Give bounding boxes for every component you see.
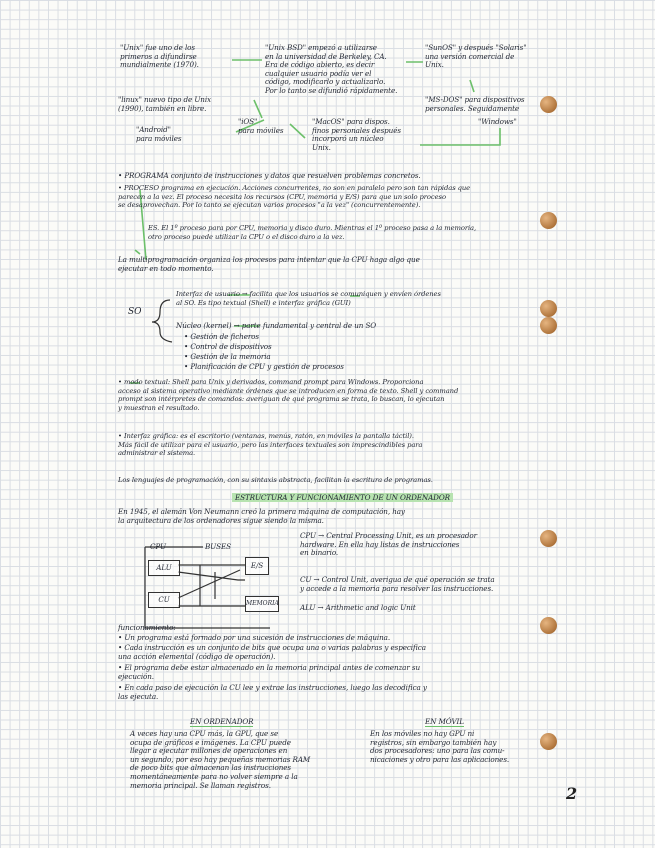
note-msdos: "MS-DOS" para dispositivos personales. Seguidamente [425,95,525,113]
so-item: • Control de dispositivos [184,342,272,351]
note-linux: "linux" nuevo tipo de Unix (1990), también en libre. [118,95,211,113]
def-multiprogramacion: La multiprogramación organiza los procesos para intentar que la CPU haga algo que ejecutar en todo momento. [118,255,420,273]
def-cu: CU → Control Unit, averigua de qué operación se trata y accede a la memoria para resolver las instrucciones. [300,575,495,593]
so-nucleo: Núcleo (kernel) → parte fundamental y central de un SO [176,321,377,330]
diagram-buses-label: BUSES [205,542,231,551]
diagram-alu-box: ALU [148,560,180,576]
mode-textual: • modo textual: Shell para Unix y derivados, command prompt para Windows. Proporciona acceso al sistema operativo mediante órdenes que se introducen en forma de texto. Shell y command prompt son intérpretes de comandos: averiguan de qué programa se trata, lo buscan, lo ejecutan y muestran el resultado. [118,378,459,412]
funcionamiento-item: • El programa debe estar almacenado en la memoria principal antes de comenzar su ejecución. [118,663,420,681]
estructura-intro: En 1945, el alemán Von Neumann creó la primera máquina de computación, hay la arquitectura de los ordenadores sigue siendo la misma. [118,507,405,525]
note-sunos: "SunOS" y después "Solaris" una versión comercial de Unix. [425,43,527,70]
diagram-es-box: E/S [245,557,269,575]
note-unix: "Unix" fue uno de los primeros a difundirse mundialmente (1970). [120,43,199,70]
def-ejemplo: ES. El 1º proceso para por CPU, memoria y disco duro. Mientras el 1º proceso pasa a la memoria, otro proceso puede utilizar la CPU o el disco duro a la vez. [148,224,477,241]
page-number: 2 [566,784,578,803]
note-ios: "iOS" para móviles [238,117,284,135]
note-windows: "Windows" [478,117,517,126]
so-item: • Gestión de ficheros [184,332,259,341]
so-item: • Gestión de la memoria [184,352,271,361]
mode-grafica: • Interfaz gráfica: es el escritorio (ventanas, menús, ratón, en móviles la pantalla táctil). Más fácil de utilizar para el usuario, pero las interfaces textuales son imprescindibles para administrar el sistema. [118,432,423,458]
so-interfaz: Interfaz de usuario → facilita que los usuarios se comuniquen y envíen órdenes al SO. Es tipo textual (Shell) e interfaz gráfica (GUI) [176,290,441,307]
so-item: • Planificación de CPU y gestión de procesos [184,362,344,371]
def-programa: • PROGRAMA conjunto de instrucciones y datos que resuelven problemas concretos. [118,171,421,180]
def-proceso: • PROCESO programa en ejecución. Acciones concurrentes, no son en paralelo pero son tan rápidas que parecen a la vez. El proceso necesita los recursos (CPU, memoria y E/S) para que un solo proceso se desaprovechan. Por lo tanto se ejecutan varios procesos "a la vez" (concurrentemente). [118,184,471,210]
diagram-cu-box: CU [148,592,180,608]
funcionamiento-title: funcionamiento: [118,623,176,632]
note-macos: "MacOS" para dispos. finos personales después incorporó un núcleo Unix. [312,117,401,152]
section-heading: ESTRUCTURA Y FUNCIONAMIENTO DE UN ORDENADOR [232,494,453,503]
note-bsd: "Unix BSD" empezó a utilizarse en la universidad de Berkeley, CA. Era de código abierto, es decir cualquier usuario podía ver el código, modificarlo y actualizarlo. Por lo tanto se difundió rápidamente. [265,43,398,95]
text-ordenador: A veces hay una CPU más, la GPU, que se ocupa de gráficos e imágenes. La CPU puede llegar a ejecutar millones de operaciones en un segundo, por eso hay pequeñas memorias RAM de poco bits que almacenan las instrucciones momentáneamente para no volver siempre a la memoria principal. Se llaman registros. [130,729,311,790]
note-android: "Android" para móviles [136,125,182,143]
heading-movil: EN MÓVIL [425,717,464,726]
funcionamiento-item: • Un programa está formado por una sucesión de instrucciones de máquina. [118,633,391,642]
def-cpu: CPU → Central Processing Unit, es un procesador hardware. En ella hay listas de instrucciones en binario. [300,531,477,558]
heading-ordenador: EN ORDENADOR [190,717,254,726]
text-movil: En los móviles no hay GPU ni registros, sin embargo también hay dos procesadores: uno para las comu- nicaciones y otro para las aplicaciones. [370,729,510,764]
diagram-memoria-box: MEMORIA [245,596,279,612]
so-label: SO [128,307,142,317]
note-lenguajes: Los lenguajes de programación, con su sintaxis abstracta, facilitan la escritura de programas. [118,476,433,484]
diagram-cpu-label: CPU [150,542,166,551]
funcionamiento-item: • En cada paso de ejecución la CU lee y extrae las instrucciones, luego las decodifica y las ejecuta. [118,683,427,701]
funcionamiento-item: • Cada instrucción es un conjunto de bits que ocupa una o varias palabras y especifica una acción elemental (código de operación). [118,643,426,661]
def-alu: ALU → Arithmetic and logic Unit [300,603,416,612]
